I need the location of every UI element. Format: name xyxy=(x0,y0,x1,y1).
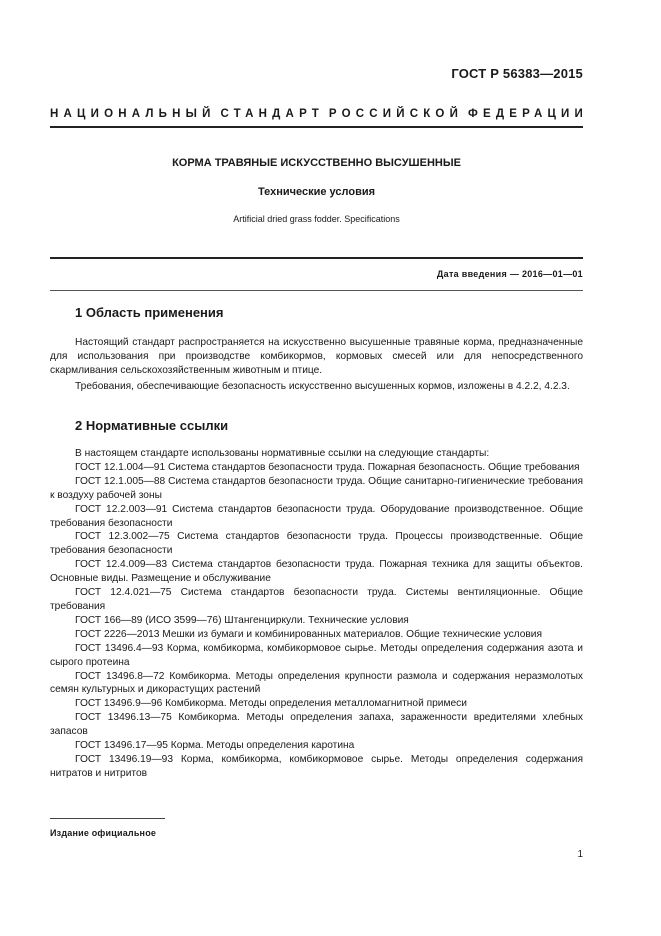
reference-item: ГОСТ 166—89 (ИСО 3599—76) Штангенциркули. Технические условия xyxy=(75,614,409,626)
reference-item: ГОСТ 13496.17—95 Корма. Методы определения каротина xyxy=(75,740,355,752)
reference-item: ГОСТ 13496.9—96 Комбикорма. Методы определения металломагнитной примеси xyxy=(75,698,467,710)
gost-code: ГОСТ Р 56383—2015 xyxy=(451,66,583,81)
reference-item: ГОСТ 2226—2013 Мешки из бумаги и комбинированных материалов. Общие технические условия xyxy=(75,628,543,640)
reference-item: ГОСТ 13496.8—72 Комбикорма. Методы определения крупности размола и содержания неразмолотых семян культурных и дикорастущих растений xyxy=(50,670,583,696)
reference-item: ГОСТ 13496.19—93 Корма, комбикорма, комбикормовое сырье. Методы определения содержания нитратов и нитритов xyxy=(50,753,583,779)
national-standard-word: НАЦИОНАЛЬНЫЙ xyxy=(50,108,216,120)
paragraph: Требования, обеспечивающие безопасность искусственно высушенных кормов, изложены в 4.2.2, 4.2.3. xyxy=(75,380,570,392)
reference-item: ГОСТ 13496.13—75 Комбикорма. Методы определения запаха, зараженности вредителями хлебных запасов xyxy=(50,712,583,738)
reference-item: ГОСТ 12.1.004—91 Система стандартов безопасности труда. Пожарная безопасность. Общие требования xyxy=(75,461,580,473)
header-divider xyxy=(50,126,583,128)
title-divider xyxy=(50,257,583,259)
national-standard-word: СТАНДАРТ xyxy=(220,108,325,120)
footer-divider xyxy=(50,818,165,819)
references-intro: В настоящем стандарте использованы нормативные ссылки на следующие стандарты: xyxy=(75,448,490,459)
official-edition-label: Издание официальное xyxy=(50,828,157,838)
section-1-body xyxy=(50,336,583,394)
paragraph: Настоящий стандарт распространяется на искусственно высушенные травяные корма, предназначенные для использования при производстве комбикормов, кормовых смесей или для непосредственного скармливания сельскохозяйственным животным и птице. xyxy=(50,337,583,376)
reference-item: ГОСТ 12.1.005—88 Система стандартов безопасности труда. Общие санитарно-гигиенические требования к воздуху рабочей зоны xyxy=(50,475,583,501)
section-2-body xyxy=(50,447,583,781)
reference-item: ГОСТ 12.4.009—83 Система стандартов безопасности труда. Пожарная техника для защиты объектов. Основные виды. Размещение и обслуживание xyxy=(50,559,583,585)
page-number: 1 xyxy=(577,849,583,860)
national-standard-word: РОССИЙСКОЙ xyxy=(328,108,464,120)
english-title: Artificial dried grass fodder. Specifications xyxy=(233,214,400,224)
reference-item: ГОСТ 12.3.002—75 Система стандартов безопасности труда. Процессы производственные. Общие требования безопасности xyxy=(50,531,583,557)
national-standard-heading xyxy=(50,108,588,120)
reference-item: ГОСТ 12.4.021—75 Система стандартов безопасности труда. Системы вентиляционные. Общие требования xyxy=(50,587,583,612)
reference-item: ГОСТ 13496.4—93 Корма, комбикорма, комбикормовое сырье. Методы определения содержания азота и сырого протеина xyxy=(50,642,583,668)
reference-item: ГОСТ 12.2.003—91 Система стандартов безопасности труда. Оборудование производственное. Общие требования безопасности xyxy=(50,503,583,529)
date-divider xyxy=(50,290,583,291)
introduction-date: Дата введения — 2016—01—01 xyxy=(436,269,583,279)
section-2-heading: 2 Нормативные ссылки xyxy=(75,418,229,433)
document-subtitle: Технические условия xyxy=(257,186,376,198)
national-standard-word: ФЕДЕРАЦИИ xyxy=(467,108,588,120)
document-title: КОРМА ТРАВЯНЫЕ ИСКУССТВЕННО ВЫСУШЕННЫЕ xyxy=(172,157,461,169)
section-1-heading: 1 Область применения xyxy=(75,305,224,320)
